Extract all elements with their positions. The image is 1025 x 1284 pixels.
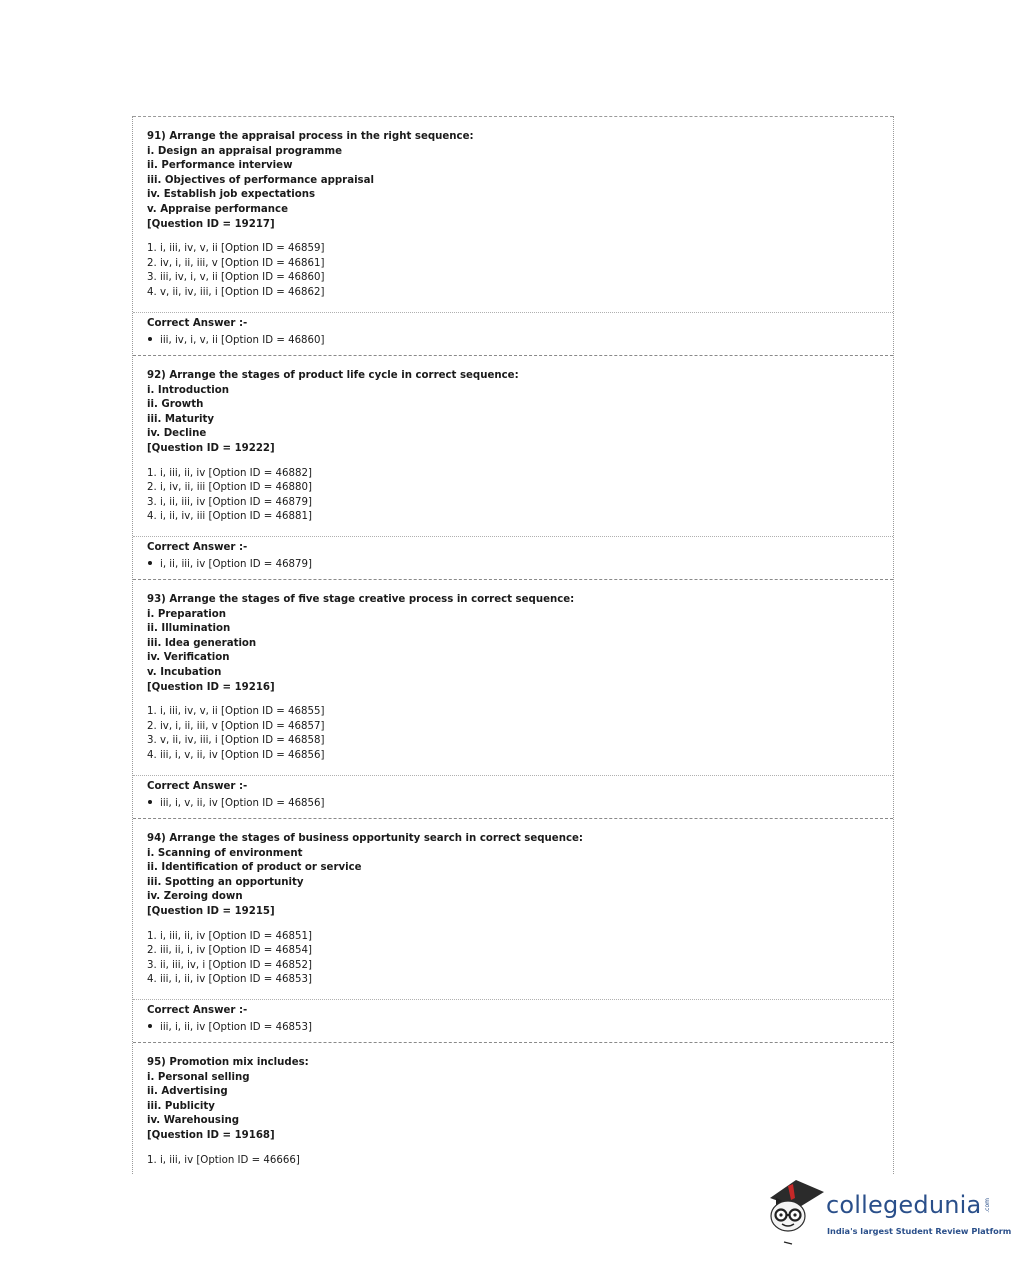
question-block-95 — [133, 1042, 893, 1168]
question-item: ii. Growth — [147, 399, 204, 411]
option-item: 2. iv, i, ii, iii, v [Option ID = 46861] — [147, 257, 325, 269]
mascot-icon — [762, 1178, 826, 1248]
question-title: 93) Arrange the stages of five stage creative process in correct sequence: — [147, 594, 575, 605]
question-item: i. Preparation — [147, 608, 226, 620]
question-item: v. Appraise performance — [147, 203, 288, 215]
question-paper-sheet — [132, 116, 894, 1174]
question-id: [Question ID = 19215] — [147, 905, 275, 917]
options-list — [133, 457, 893, 525]
option-item: 1. i, iii, iv, v, ii [Option ID = 46855] — [147, 706, 325, 718]
option-item: 3. v, ii, iv, iii, i [Option ID = 46858] — [147, 735, 325, 747]
option-item: 1. i, iii, iv [Option ID = 46666] — [147, 1154, 300, 1166]
option-item: 3. ii, iii, iv, i [Option ID = 46852] — [147, 959, 312, 971]
correct-answer-box — [147, 541, 893, 572]
question-item: iii. Maturity — [147, 413, 215, 425]
bullet-icon — [148, 1024, 152, 1028]
options-list — [133, 695, 893, 763]
question-title: 92) Arrange the stages of product life cycle in correct sequence: — [147, 370, 519, 381]
option-item: 4. i, ii, iv, iii [Option ID = 46881] — [147, 511, 312, 523]
question-block-93 — [133, 579, 893, 809]
answer-divider — [133, 999, 893, 1000]
question-item: iii. Publicity — [147, 1100, 215, 1112]
question-item: i. Scanning of environment — [147, 847, 303, 859]
correct-answer-label: Correct Answer :- — [147, 542, 248, 553]
answer-divider — [133, 312, 893, 313]
question-id: [Question ID = 19168] — [147, 1129, 275, 1141]
question-item: ii. Illumination — [147, 623, 231, 635]
option-item: 1. i, iii, iv, v, ii [Option ID = 46859] — [147, 243, 325, 255]
option-item: 1. i, iii, ii, iv [Option ID = 46851] — [147, 930, 312, 942]
question-item: i. Introduction — [147, 384, 230, 396]
question-text — [133, 355, 893, 457]
correct-answer-text: iii, i, ii, iv [Option ID = 46853] — [160, 1022, 312, 1033]
brand-name: collegedunia — [826, 1191, 982, 1219]
options-list — [133, 920, 893, 988]
question-item: ii. Identification of product or service — [147, 862, 362, 874]
brand-tagline: India's largest Student Review Platform — [827, 1226, 1012, 1236]
correct-answer-box — [147, 780, 893, 811]
correct-answer-text: iii, i, v, ii, iv [Option ID = 46856] — [160, 798, 325, 809]
question-id: [Question ID = 19222] — [147, 442, 275, 454]
options-list — [133, 1144, 893, 1169]
answer-divider — [133, 775, 893, 776]
question-item: i. Personal selling — [147, 1071, 250, 1083]
question-text — [133, 1042, 893, 1144]
question-item: v. Incubation — [147, 666, 222, 678]
question-item: iii. Objectives of performance appraisal — [147, 174, 374, 186]
question-text — [133, 116, 893, 232]
correct-answer-item — [147, 797, 893, 811]
correct-answer-item — [147, 334, 893, 348]
question-block-92 — [133, 355, 893, 570]
question-item: iii. Spotting an opportunity — [147, 876, 304, 888]
question-item: iv. Decline — [147, 428, 207, 440]
question-id: [Question ID = 19217] — [147, 218, 275, 230]
question-item: iv. Warehousing — [147, 1115, 240, 1127]
question-item: iv. Zeroing down — [147, 891, 243, 903]
correct-answer-label: Correct Answer :- — [147, 318, 248, 329]
correct-answer-box — [147, 317, 893, 348]
option-item: 3. i, ii, iii, iv [Option ID = 46879] — [147, 496, 312, 508]
correct-answer-item — [147, 1021, 893, 1035]
option-item: 2. iv, i, ii, iii, v [Option ID = 46857] — [147, 720, 325, 732]
option-item: 2. i, iv, ii, iii [Option ID = 46880] — [147, 482, 312, 494]
correct-answer-text: iii, iv, i, v, ii [Option ID = 46860] — [160, 335, 325, 346]
correct-answer-text: i, ii, iii, iv [Option ID = 46879] — [160, 559, 312, 570]
question-text — [133, 818, 893, 920]
answer-divider — [133, 536, 893, 537]
question-item: ii. Performance interview — [147, 160, 293, 172]
option-item: 3. iii, iv, i, v, ii [Option ID = 46860] — [147, 272, 325, 284]
question-text — [133, 579, 893, 695]
question-id: [Question ID = 19216] — [147, 681, 275, 693]
collegedunia-logo — [762, 1178, 1012, 1248]
option-item: 2. iii, ii, i, iv [Option ID = 46854] — [147, 945, 312, 957]
brand-domain: .com — [984, 1198, 991, 1213]
question-item: iv. Verification — [147, 652, 230, 664]
option-item: 4. v, ii, iv, iii, i [Option ID = 46862] — [147, 286, 325, 298]
correct-answer-box — [147, 1004, 893, 1035]
bullet-icon — [148, 800, 152, 804]
options-list — [133, 232, 893, 300]
correct-answer-label: Correct Answer :- — [147, 1005, 248, 1016]
option-item: 1. i, iii, ii, iv [Option ID = 46882] — [147, 467, 312, 479]
question-item: iv. Establish job expectations — [147, 189, 316, 201]
bullet-icon — [148, 561, 152, 565]
option-item: 4. iii, i, ii, iv [Option ID = 46853] — [147, 974, 312, 986]
question-block-94 — [133, 818, 893, 1033]
question-item: ii. Advertising — [147, 1086, 228, 1098]
correct-answer-label: Correct Answer :- — [147, 781, 248, 792]
bullet-icon — [148, 337, 152, 341]
question-title: 91) Arrange the appraisal process in the right sequence: — [147, 131, 474, 142]
option-item: 4. iii, i, v, ii, iv [Option ID = 46856] — [147, 749, 325, 761]
question-item: iii. Idea generation — [147, 637, 257, 649]
question-title: 95) Promotion mix includes: — [147, 1057, 309, 1068]
correct-answer-item — [147, 558, 893, 572]
question-title: 94) Arrange the stages of business opportunity search in correct sequence: — [147, 833, 583, 844]
question-block-91 — [133, 116, 893, 346]
question-item: i. Design an appraisal programme — [147, 145, 343, 157]
